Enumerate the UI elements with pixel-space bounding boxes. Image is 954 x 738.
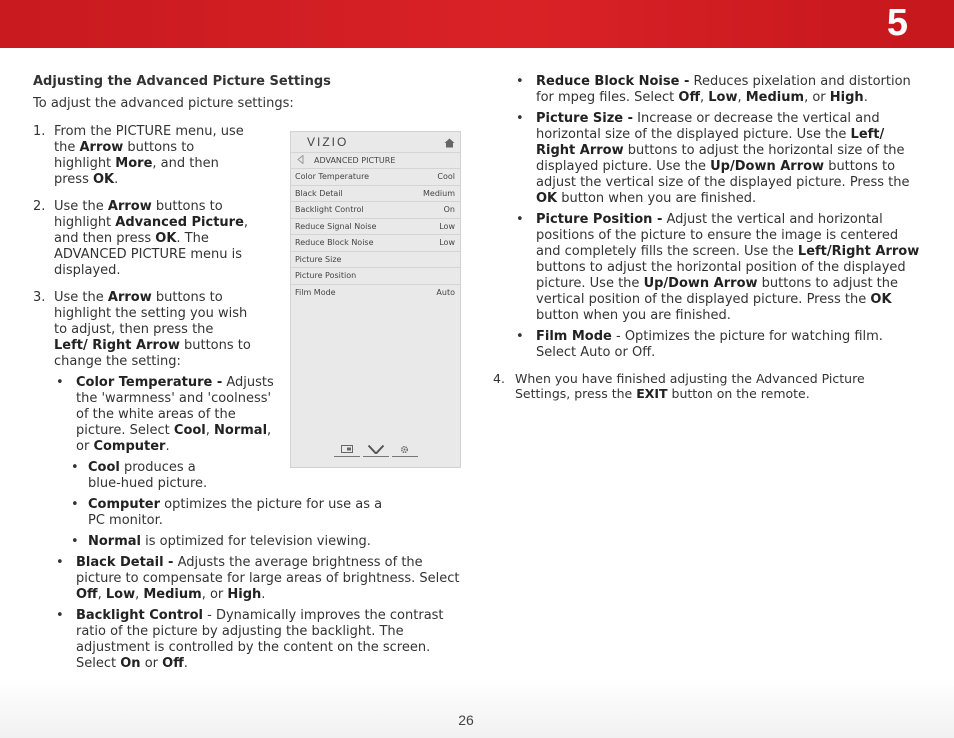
back-icon[interactable] (297, 155, 304, 166)
settings-list-continued (500, 74, 920, 361)
tv-menu-row-backlight-control[interactable]: Backlight Control On (291, 202, 460, 219)
footer-band (0, 678, 954, 738)
right-column (493, 74, 920, 412)
tv-menu-row-reduce-block-noise[interactable]: Reduce Block Noise Low (291, 235, 460, 252)
bullet-backlight-control: • Backlight Control - Dynamically improves the contrast ratio of the picture by adjusting the backlight. The adjustment is controlled by the content on the screen. Select On or Off. (55, 608, 463, 672)
section-heading: Adjusting the Advanced Picture Settings (33, 74, 331, 89)
bullet-picture-size: • Picture Size - Increase or decrease the vertical and horizontal size of the displayed picture. Use the Left/ Right Arrow buttons to adjust the horizontal size of the displayed picture. Use the Up/Down Arrow buttons to adjust the vertical size of the displayed picture. Press the OK button when you are finished. (515, 111, 920, 207)
tv-menu-screenshot (290, 131, 461, 468)
bullet-computer: • Computer optimizes the picture for use as a PC monitor. (71, 497, 391, 529)
header-banner (0, 0, 954, 48)
tv-menu-row-picture-size[interactable]: Picture Size (291, 252, 460, 269)
bullet-picture-position: • Picture Position - Adjust the vertical and horizontal positions of the picture to ensure the image is centered and completely fills the screen. Use the Left/Right Arrow buttons to adjust the horizontal position of the displayed picture. Use the Up/Down Arrow buttons to adjust the vertical position of the displayed picture. Press the OK button when you are finished. (515, 212, 920, 324)
tv-menu-title: ADVANCED PICTURE (314, 156, 396, 165)
step-2: 2. Use the Arrow buttons to highlight Advanced Picture, and then press OK. The ADVANCED PICTURE menu is displayed. (33, 199, 249, 278)
tv-menu-footer (291, 445, 460, 457)
vizio-logo: VIZIO (307, 135, 349, 149)
tv-menu-row-black-detail[interactable]: Black Detail Medium (291, 186, 460, 203)
bullet-normal: • Normal is optimized for television viewing. (71, 534, 463, 550)
bullet-reduce-block-noise: • Reduce Block Noise - Reduces pixelation and distortion for mpeg files. Select Off, Low, Medium, or High. (515, 74, 920, 106)
bullet-black-detail: • Black Detail - Adjusts the average brightness of the picture to compensate for large areas of brightness. Select Off, Low, Medium, or High. (55, 555, 463, 603)
step-4: 4. When you have finished adjusting the Advanced Picture Settings, press the EXIT button on the remote. (493, 371, 865, 401)
gear-icon[interactable] (392, 445, 418, 457)
tv-menu-row-reduce-signal-noise[interactable]: Reduce Signal Noise Low (291, 219, 460, 236)
step-1: 1. From the PICTURE menu, use the Arrow buttons to highlight More, and then press OK. (33, 124, 244, 187)
bullet-film-mode: • Film Mode - Optimizes the picture for watching film. Select Auto or Off. (515, 329, 920, 361)
tv-menu-row-picture-position[interactable]: Picture Position (291, 268, 460, 285)
chapter-number: 5 (886, 2, 908, 44)
tv-menu-row-film-mode[interactable]: Film Mode Auto (295, 288, 455, 298)
page-number: 26 (458, 712, 474, 728)
vizio-v-icon[interactable] (363, 445, 389, 457)
intro-text: To adjust the advanced picture settings: (33, 96, 294, 111)
wide-icon[interactable] (334, 445, 360, 457)
bullet-color-temperature: • Color Temperature - Adjusts the 'warmness' and 'coolness' of the white areas of the picture. Select Cool, Normal, or Computer. (55, 375, 285, 455)
step-3: 3. Use the Arrow buttons to highlight the setting you wish to adjust, then press the Left/ Right Arrow buttons to change the setting: (33, 290, 251, 369)
tv-menu-row-color-temperature[interactable]: Color Temperature Cool (291, 169, 460, 186)
home-icon[interactable] (444, 133, 455, 152)
bullet-cool: • Cool produces a blue-hued picture. (71, 460, 231, 492)
tv-menu-header (291, 132, 460, 152)
tv-menu-title-bar (291, 152, 460, 169)
